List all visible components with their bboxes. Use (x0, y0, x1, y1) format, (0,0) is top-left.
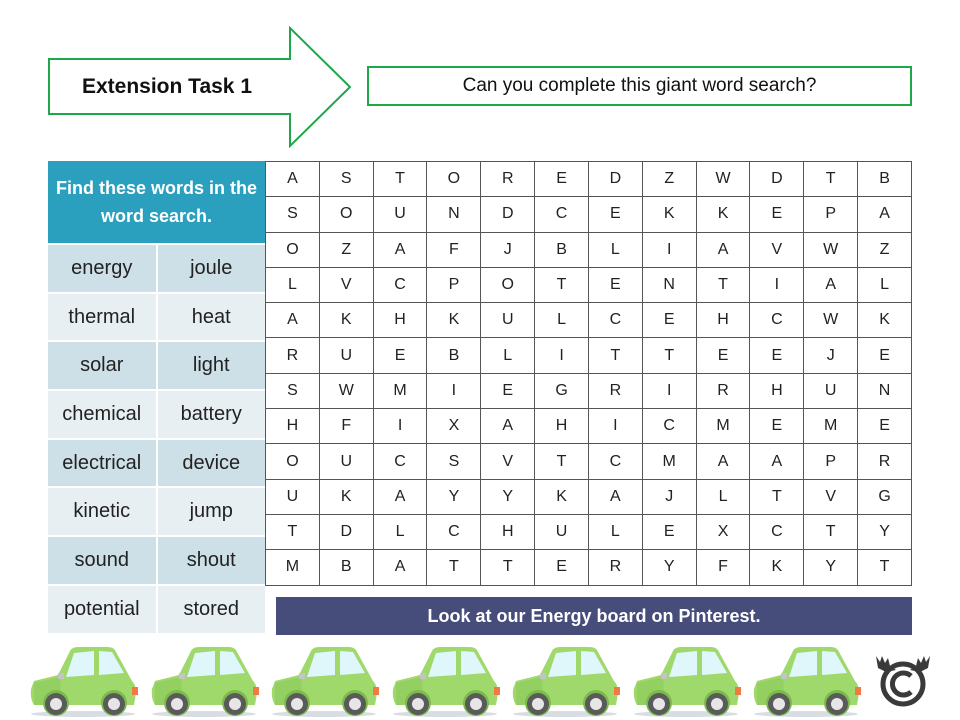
grid-letter-cell[interactable]: I (642, 232, 696, 267)
grid-letter-cell[interactable]: H (535, 409, 589, 444)
grid-letter-cell[interactable]: A (696, 444, 750, 479)
question-box: Can you complete this giant word search? (367, 66, 912, 106)
grid-letter-cell[interactable]: F (319, 409, 373, 444)
word-list-item: light (156, 342, 266, 389)
car-icon (28, 643, 138, 718)
task-title: Extension Task 1 (81, 75, 252, 98)
grid-letter-cell[interactable]: A (804, 267, 858, 302)
car-icon (269, 643, 379, 718)
grid-letter-cell[interactable]: C (750, 514, 804, 549)
word-list-item: kinetic (73, 500, 131, 523)
grid-letter-cell[interactable]: C (373, 444, 427, 479)
grid-letter-cell[interactable]: K (319, 479, 373, 514)
grid-letter-cell[interactable]: E (750, 338, 804, 373)
word-list-item: solar (80, 354, 124, 377)
grid-letter-cell[interactable]: O (427, 162, 481, 197)
grid-letter-cell[interactable]: C (588, 303, 642, 338)
grid-letter-cell[interactable]: T (696, 267, 750, 302)
grid-letter-cell[interactable]: A (373, 232, 427, 267)
word-list-item: joule (156, 245, 266, 292)
grid-row (266, 197, 912, 232)
grid-letter-cell[interactable]: M (804, 409, 858, 444)
word-list-item: potential (63, 597, 140, 620)
grid-row (266, 479, 912, 514)
grid-row (266, 303, 912, 338)
grid-letter-cell[interactable]: E (588, 197, 642, 232)
grid-letter-cell[interactable]: L (266, 267, 320, 302)
grid-letter-cell[interactable]: U (266, 479, 320, 514)
grid-letter-cell[interactable]: I (750, 267, 804, 302)
grid-letter-cell[interactable]: S (266, 373, 320, 408)
grid-letter-cell[interactable]: U (319, 338, 373, 373)
grid-letter-cell[interactable]: A (858, 197, 912, 232)
grid-letter-cell[interactable]: K (427, 303, 481, 338)
grid-letter-cell[interactable]: B (319, 550, 373, 585)
grid-letter-cell[interactable]: E (858, 338, 912, 373)
grid-letter-cell[interactable]: K (750, 550, 804, 585)
grid-letter-cell[interactable]: T (642, 338, 696, 373)
grid-letter-cell[interactable]: R (588, 550, 642, 585)
grid-letter-cell[interactable]: V (804, 479, 858, 514)
grid-letter-cell[interactable]: T (588, 338, 642, 373)
grid-letter-cell[interactable]: O (266, 444, 320, 479)
grid-row (266, 409, 912, 444)
grid-letter-cell[interactable]: A (373, 550, 427, 585)
grid-letter-cell[interactable]: M (373, 373, 427, 408)
grid-letter-cell[interactable]: T (266, 514, 320, 549)
grid-letter-cell[interactable]: I (535, 338, 589, 373)
grid-letter-cell[interactable]: H (696, 303, 750, 338)
grid-letter-cell[interactable]: X (696, 514, 750, 549)
grid-letter-cell[interactable]: S (266, 197, 320, 232)
grid-letter-cell[interactable]: K (319, 303, 373, 338)
pinterest-link-banner[interactable]: Look at our Energy board on Pinterest. (276, 597, 912, 635)
grid-letter-cell[interactable]: G (535, 373, 589, 408)
grid-letter-cell[interactable]: J (481, 232, 535, 267)
grid-letter-cell[interactable]: P (804, 444, 858, 479)
grid-letter-cell[interactable]: E (373, 338, 427, 373)
word-list-row (48, 292, 265, 341)
grid-letter-cell[interactable]: T (481, 550, 535, 585)
grid-letter-cell[interactable]: R (588, 373, 642, 408)
grid-letter-cell[interactable]: C (588, 444, 642, 479)
grid-letter-cell[interactable]: P (427, 267, 481, 302)
grid-letter-cell[interactable]: E (642, 303, 696, 338)
grid-letter-cell[interactable]: T (427, 550, 481, 585)
grid-letter-cell[interactable]: T (373, 162, 427, 197)
grid-letter-cell[interactable]: E (750, 197, 804, 232)
grid-letter-cell[interactable]: W (804, 232, 858, 267)
grid-row (266, 267, 912, 302)
grid-letter-cell[interactable]: J (804, 338, 858, 373)
car-icon (390, 643, 500, 718)
word-list-item: energy (71, 256, 133, 279)
grid-letter-cell[interactable]: K (535, 479, 589, 514)
grid-row (266, 514, 912, 549)
grid-letter-cell[interactable]: T (750, 479, 804, 514)
grid-letter-cell[interactable]: H (481, 514, 535, 549)
grid-letter-cell[interactable]: B (535, 232, 589, 267)
grid-letter-cell[interactable]: N (642, 267, 696, 302)
word-list-item: stored (156, 586, 266, 633)
grid-letter-cell[interactable]: U (804, 373, 858, 408)
grid-letter-cell[interactable]: K (642, 197, 696, 232)
grid-letter-cell[interactable]: S (427, 444, 481, 479)
grid-letter-cell[interactable]: E (535, 550, 589, 585)
grid-letter-cell[interactable]: R (481, 162, 535, 197)
word-list-item: chemical (62, 402, 142, 425)
grid-letter-cell[interactable]: Z (858, 232, 912, 267)
grid-letter-cell[interactable]: L (588, 232, 642, 267)
grid-letter-cell[interactable]: L (588, 514, 642, 549)
grid-letter-cell[interactable]: C (427, 514, 481, 549)
grid-letter-cell[interactable]: Y (642, 550, 696, 585)
grid-letter-cell[interactable]: Y (804, 550, 858, 585)
word-list-item: electrical (62, 451, 142, 474)
car-icon (149, 643, 259, 718)
word-list-item: jump (156, 488, 266, 535)
word-list-table (48, 161, 265, 633)
grid-letter-cell[interactable]: W (804, 303, 858, 338)
grid-letter-cell[interactable]: Y (858, 514, 912, 549)
grid-letter-cell[interactable]: O (481, 267, 535, 302)
grid-letter-cell[interactable]: E (535, 162, 589, 197)
grid-letter-cell[interactable]: Z (642, 162, 696, 197)
word-list-item: thermal (68, 305, 136, 328)
grid-letter-cell[interactable]: D (750, 162, 804, 197)
grid-letter-cell[interactable]: U (319, 444, 373, 479)
grid-letter-cell[interactable]: P (804, 197, 858, 232)
grid-letter-cell[interactable]: V (481, 444, 535, 479)
grid-letter-cell[interactable]: R (266, 338, 320, 373)
word-list-header: Find these words in the word search. (48, 161, 265, 243)
grid-letter-cell[interactable]: T (535, 267, 589, 302)
car-icon (510, 643, 620, 718)
grid-letter-cell[interactable]: W (696, 162, 750, 197)
word-list-item: heat (156, 294, 266, 341)
grid-letter-cell[interactable]: Y (481, 479, 535, 514)
grid-letter-cell[interactable]: O (319, 197, 373, 232)
grid-letter-cell[interactable]: H (750, 373, 804, 408)
word-list-row (48, 438, 265, 487)
grid-letter-cell[interactable]: A (266, 303, 320, 338)
grid-letter-cell[interactable]: I (588, 409, 642, 444)
grid-letter-cell[interactable]: D (588, 162, 642, 197)
grid-letter-cell[interactable]: R (696, 373, 750, 408)
task-title-arrow (47, 26, 353, 148)
grid-letter-cell[interactable]: F (427, 232, 481, 267)
grid-letter-cell[interactable]: R (858, 444, 912, 479)
grid-letter-cell[interactable]: G (858, 479, 912, 514)
grid-letter-cell[interactable]: H (373, 303, 427, 338)
grid-letter-cell[interactable]: U (373, 197, 427, 232)
grid-letter-cell[interactable]: A (696, 232, 750, 267)
grid-letter-cell[interactable]: C (750, 303, 804, 338)
grid-letter-cell[interactable]: L (696, 479, 750, 514)
grid-letter-cell[interactable]: C (373, 267, 427, 302)
grid-letter-cell[interactable]: I (373, 409, 427, 444)
grid-letter-cell[interactable]: B (858, 162, 912, 197)
grid-letter-cell[interactable]: C (535, 197, 589, 232)
car-decoration-row (28, 643, 868, 718)
word-list-row (48, 389, 265, 438)
grid-row (266, 232, 912, 267)
grid-letter-cell[interactable]: E (642, 514, 696, 549)
grid-letter-cell[interactable]: T (858, 550, 912, 585)
grid-letter-cell[interactable]: O (266, 232, 320, 267)
word-list-item: device (156, 440, 266, 487)
grid-letter-cell[interactable]: B (427, 338, 481, 373)
grid-letter-cell[interactable]: M (696, 409, 750, 444)
word-list-item: sound (74, 548, 129, 571)
grid-row (266, 338, 912, 373)
grid-row (266, 373, 912, 408)
grid-letter-cell[interactable]: V (319, 267, 373, 302)
grid-letter-cell[interactable]: H (266, 409, 320, 444)
word-list-row (48, 535, 265, 584)
grid-letter-cell[interactable]: D (481, 197, 535, 232)
grid-letter-cell[interactable]: L (535, 303, 589, 338)
grid-letter-cell[interactable]: N (858, 373, 912, 408)
grid-letter-cell[interactable]: E (750, 409, 804, 444)
grid-letter-cell[interactable]: A (481, 409, 535, 444)
grid-letter-cell[interactable]: T (804, 162, 858, 197)
grid-letter-cell[interactable]: L (481, 338, 535, 373)
grid-letter-cell[interactable]: A (373, 479, 427, 514)
grid-letter-cell[interactable]: M (266, 550, 320, 585)
grid-letter-cell[interactable]: E (588, 267, 642, 302)
grid-letter-cell[interactable]: C (642, 409, 696, 444)
grid-letter-cell[interactable]: I (427, 373, 481, 408)
grid-letter-cell[interactable]: K (696, 197, 750, 232)
word-list-row (48, 243, 265, 292)
grid-row (266, 444, 912, 479)
word-list-row (48, 486, 265, 535)
grid-letter-cell[interactable]: K (858, 303, 912, 338)
grid-letter-cell[interactable]: A (266, 162, 320, 197)
grid-letter-cell[interactable]: T (535, 444, 589, 479)
grid-letter-cell[interactable]: X (427, 409, 481, 444)
grid-letter-cell[interactable]: Z (319, 232, 373, 267)
word-list-row (48, 340, 265, 389)
grid-letter-cell[interactable]: S (319, 162, 373, 197)
grid-letter-cell[interactable]: L (858, 267, 912, 302)
car-icon (751, 643, 861, 718)
word-list-item: battery (156, 391, 266, 438)
grid-letter-cell[interactable]: J (642, 479, 696, 514)
grid-letter-cell[interactable]: I (642, 373, 696, 408)
grid-letter-cell[interactable]: E (696, 338, 750, 373)
grid-row (266, 550, 912, 585)
grid-letter-cell[interactable]: E (858, 409, 912, 444)
word-search-grid (265, 161, 912, 586)
grid-letter-cell[interactable]: N (427, 197, 481, 232)
grid-letter-cell[interactable]: L (373, 514, 427, 549)
grid-letter-cell[interactable]: M (642, 444, 696, 479)
grid-row (266, 162, 912, 197)
grid-letter-cell[interactable]: Y (427, 479, 481, 514)
grid-letter-cell[interactable]: A (750, 444, 804, 479)
grid-letter-cell[interactable]: A (588, 479, 642, 514)
grid-letter-cell[interactable]: W (319, 373, 373, 408)
grid-letter-cell[interactable]: V (750, 232, 804, 267)
word-list-item: shout (156, 537, 266, 584)
grid-letter-cell[interactable]: U (481, 303, 535, 338)
word-list-row (48, 584, 265, 633)
grid-letter-cell[interactable]: T (804, 514, 858, 549)
grid-letter-cell[interactable]: F (696, 550, 750, 585)
grid-letter-cell[interactable]: E (481, 373, 535, 408)
car-icon (631, 643, 741, 718)
moose-copyright-icon (870, 648, 936, 708)
grid-letter-cell[interactable]: D (319, 514, 373, 549)
grid-letter-cell[interactable]: U (535, 514, 589, 549)
